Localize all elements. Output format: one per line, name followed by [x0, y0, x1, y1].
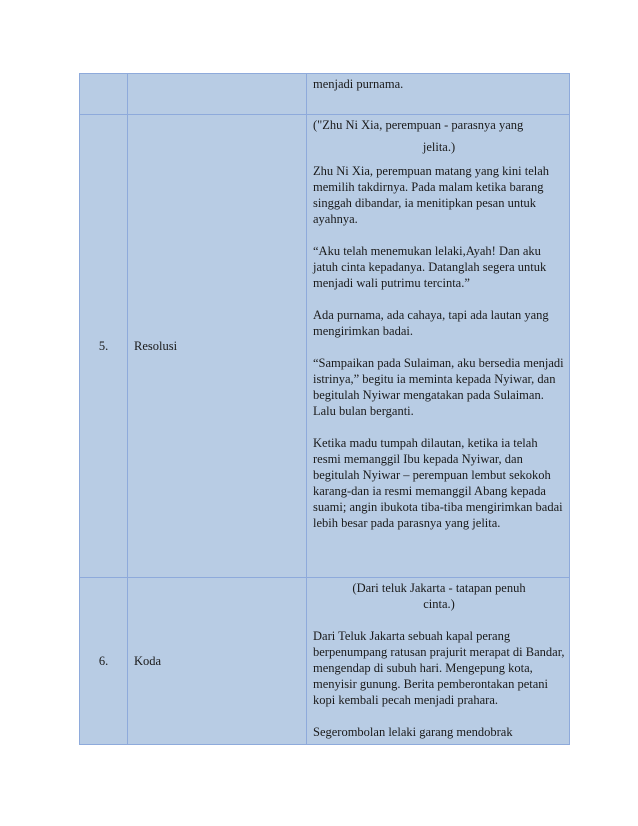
content-paragraph: Ada purnama, ada cahaya, tapi ada lautan yang mengirimkan badai.	[313, 308, 549, 338]
story-structure-table	[79, 73, 570, 745]
table-row	[80, 74, 570, 115]
content-heading-line: cinta.)	[423, 597, 455, 611]
row-content-cell	[307, 74, 570, 115]
content-heading-line: ("Zhu Ni Xia, perempuan - parasnya yang	[313, 118, 524, 132]
content-paragraph: “Sampaikan pada Sulaiman, aku bersedia menjadi istrinya,” begitu ia meminta kepada Nyiwar, dan begitulah Nyiwar mengatakan pada Sulaiman. Lalu bulan berganti.	[313, 356, 564, 418]
content-paragraph: Zhu Ni Xia, perempuan matang yang kini telah memilih takdirnya. Pada malam ketika barang singgah dibandar, ia menitipkan pesan untuk ayahnya.	[313, 164, 550, 226]
row-content-cell	[307, 115, 570, 578]
row-number-cell: 6.	[80, 578, 128, 745]
content-paragraph: Segerombolan lelaki garang mendobrak	[313, 725, 513, 739]
content-paragraph: Ketika madu tumpah dilautan, ketika ia telah resmi memanggil Ibu kepada Nyiwar, dan begitulah Nyiwar – perempuan lembut sekokoh karang-dan ia resmi memanggil Abang kepada suami; angin ibukota tiba-tiba mengirimkan badai lebih besar pada parasnya yang jelita.	[313, 436, 563, 530]
table-row	[80, 578, 570, 745]
content-paragraph: menjadi purnama.	[313, 77, 404, 91]
row-label-cell: Koda	[128, 578, 307, 745]
content-heading-line: (Dari teluk Jakarta - tatapan penuh	[352, 581, 526, 595]
row-content-cell	[307, 578, 570, 745]
content-paragraph: Dari Teluk Jakarta sebuah kapal perang berpenumpang ratusan prajurit merapat di Bandar, mengendap di subuh hari. Mengepung kota, menyisir gunung. Berita pemberontakan petani kopi kembali pecah menjadi prahara.	[313, 629, 565, 707]
row-label-cell	[128, 74, 307, 115]
table-row	[80, 115, 570, 578]
content-heading-line: jelita.)	[422, 140, 456, 154]
row-number-cell	[80, 74, 128, 115]
content-paragraph: “Aku telah menemukan lelaki,Ayah! Dan aku jatuh cinta kepadanya. Datanglah segera untuk menjadi wali putrimu tercinta.”	[313, 244, 547, 290]
row-number-cell: 5.	[80, 115, 128, 578]
row-label-cell: Resolusi	[128, 115, 307, 578]
